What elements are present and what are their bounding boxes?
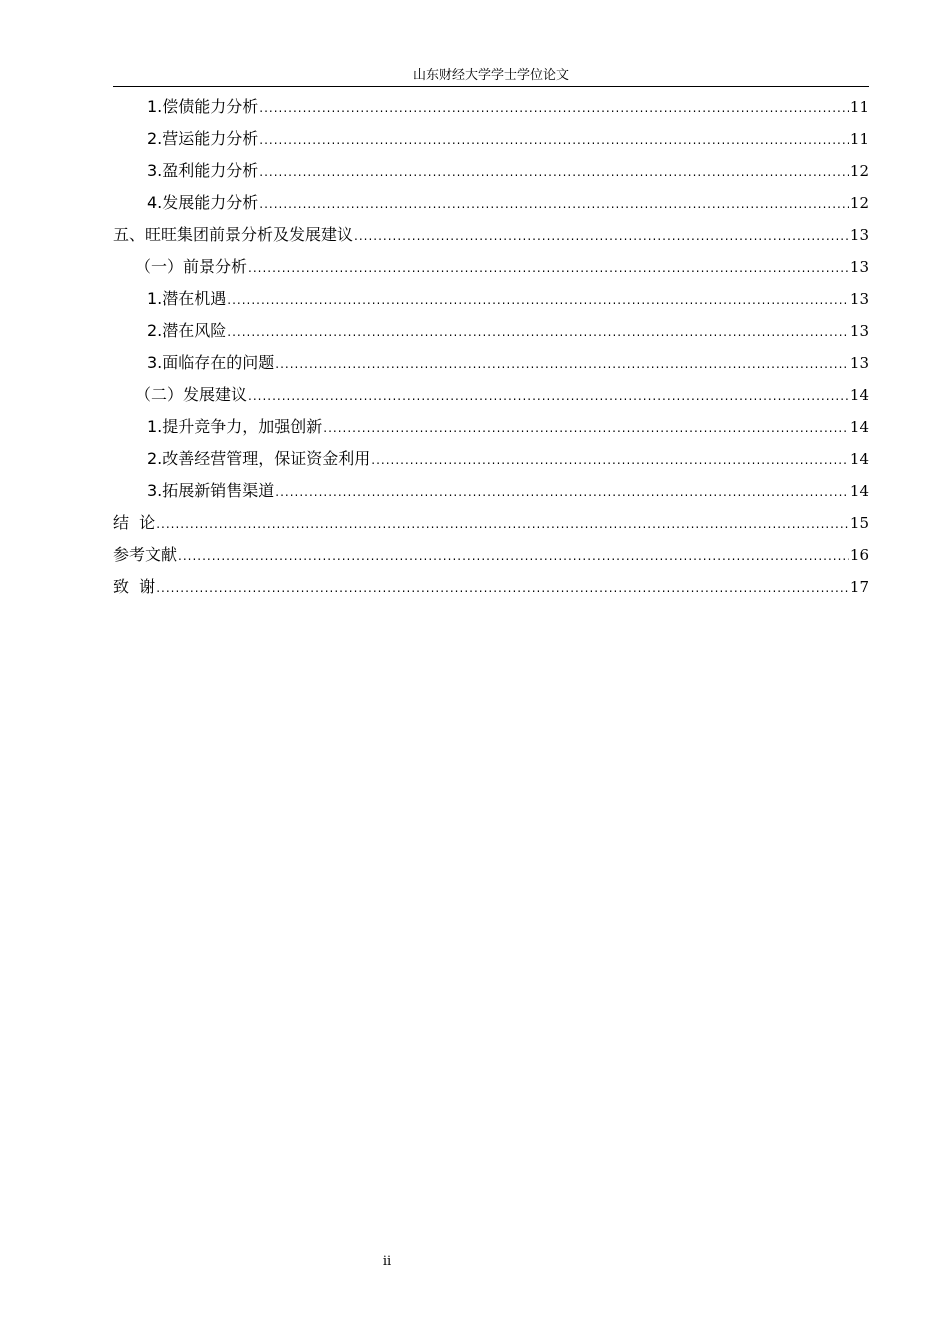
toc-entry[interactable] — [113, 571, 869, 603]
toc-dot-leader — [371, 444, 849, 476]
toc-entry-title: 2.潜在风险 — [147, 321, 227, 340]
toc-entry[interactable] — [113, 443, 869, 475]
toc-entry-title: 参考文献 — [113, 545, 178, 564]
toc-entry[interactable] — [113, 315, 869, 347]
toc-dot-leader — [259, 124, 849, 156]
toc-dot-leader — [248, 252, 849, 284]
toc-entry[interactable] — [113, 155, 869, 187]
toc-entry[interactable] — [113, 475, 869, 507]
toc-entry-page: 13 — [849, 354, 869, 372]
toc-dot-leader — [323, 412, 849, 444]
toc-entry-title: 2.改善经营管理，保证资金利用 — [147, 449, 371, 468]
toc-entry-page: 13 — [849, 226, 869, 244]
toc-entry[interactable] — [113, 347, 869, 379]
toc-dot-leader — [156, 508, 849, 540]
toc-entry-page: 11 — [849, 98, 869, 116]
toc-dot-leader — [248, 380, 849, 412]
toc-entry-title: 致 谢 — [113, 577, 156, 596]
toc-entry-title: 2.营运能力分析 — [147, 129, 259, 148]
toc-entry[interactable] — [113, 123, 869, 155]
toc-entry[interactable] — [113, 187, 869, 219]
toc-entry-title: 3.盈利能力分析 — [147, 161, 259, 180]
toc-entry-page: 14 — [849, 450, 869, 468]
toc-dot-leader — [156, 572, 849, 604]
toc-entry-page: 17 — [849, 578, 869, 596]
toc-dot-leader — [178, 540, 849, 572]
toc-dot-leader — [354, 220, 849, 252]
toc-entry-page: 12 — [849, 194, 869, 212]
toc-entry-title: 1.提升竞争力，加强创新 — [147, 417, 323, 436]
toc-entry-page: 12 — [849, 162, 869, 180]
toc-entry-title: 1.潜在机遇 — [147, 289, 227, 308]
page-header — [113, 66, 869, 87]
toc-dot-leader — [259, 188, 849, 220]
toc-entry-page: 13 — [849, 290, 869, 308]
toc-entry[interactable] — [113, 379, 869, 411]
toc-entry-title: 4.发展能力分析 — [147, 193, 259, 212]
toc-entry-title: 结 论 — [113, 513, 156, 532]
toc-entry[interactable] — [113, 91, 869, 123]
header-title: 山东财经大学学士学位论文 — [412, 68, 569, 83]
toc-entry-page: 16 — [849, 546, 869, 564]
table-of-contents — [113, 91, 869, 603]
toc-entry-page: 14 — [849, 482, 869, 500]
toc-entry-page: 13 — [849, 258, 869, 276]
toc-entry[interactable] — [113, 251, 869, 283]
toc-entry-title: 1.偿债能力分析 — [147, 97, 259, 116]
toc-dot-leader — [227, 284, 849, 316]
toc-entry-title: 3.拓展新销售渠道 — [147, 481, 275, 500]
toc-entry[interactable] — [113, 507, 869, 539]
toc-entry-title: （二）发展建议 — [135, 385, 248, 404]
toc-dot-leader — [259, 156, 849, 188]
toc-entry[interactable] — [113, 219, 869, 251]
toc-entry-title: 五、旺旺集团前景分析及发展建议 — [113, 225, 354, 244]
footer-page-number: ii — [382, 1254, 392, 1269]
toc-dot-leader — [259, 92, 849, 124]
toc-dot-leader — [275, 476, 849, 508]
toc-entry-page: 15 — [849, 514, 869, 532]
toc-entry-page: 14 — [849, 386, 869, 404]
toc-entry-title: 3.面临存在的问题 — [147, 353, 275, 372]
toc-entry[interactable] — [113, 411, 869, 443]
toc-dot-leader — [275, 348, 849, 380]
toc-entry-title: （一）前景分析 — [135, 257, 248, 276]
toc-entry[interactable] — [113, 283, 869, 315]
toc-entry-page: 11 — [849, 130, 869, 148]
toc-entry[interactable] — [113, 539, 869, 571]
toc-entry-page: 13 — [849, 322, 869, 340]
toc-dot-leader — [227, 316, 849, 348]
toc-entry-page: 14 — [849, 418, 869, 436]
